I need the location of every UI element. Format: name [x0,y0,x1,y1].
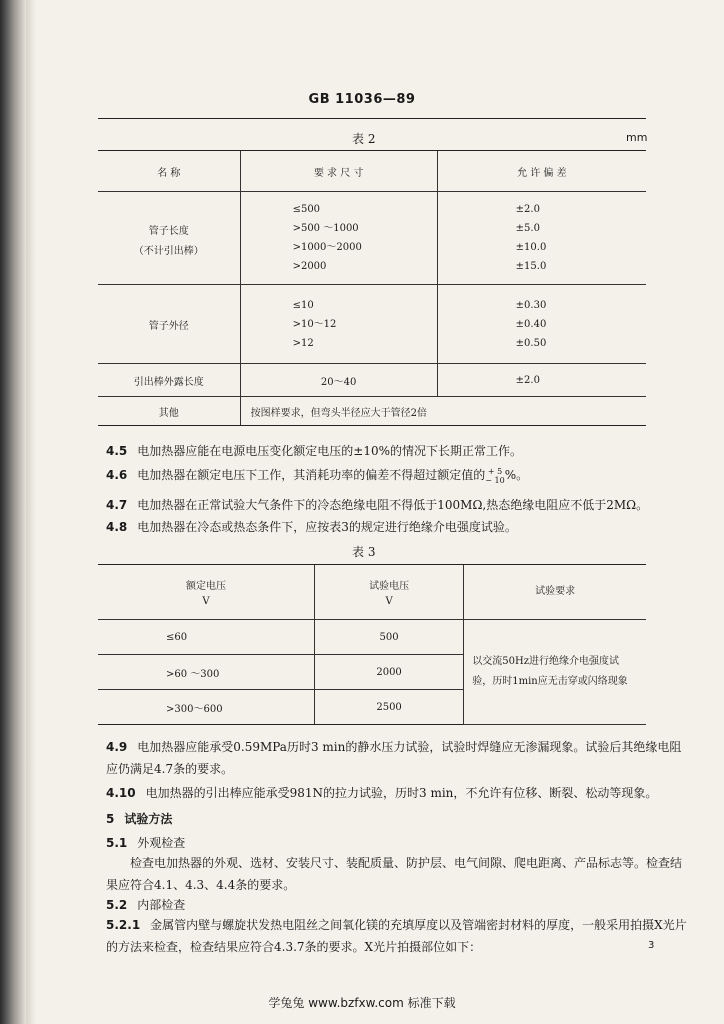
req-value: ≤500 [292,204,321,215]
section-5-2-1 [106,914,688,958]
clause-number: 4.7 [106,498,128,512]
table-row [98,192,646,285]
test-requirement: 以交流50Hz进行绝缘介电强度试验，历时1min应无击穿或闪络现象 [464,620,646,725]
header-test-requirement: 试验要求 [464,565,646,620]
clause-number: 4.5 [106,444,128,458]
req-value: >10～12 [292,318,337,330]
req-value: >1000～2000 [292,242,362,253]
test-voltage: 500 [314,620,463,655]
section-title: 试验方法 [124,812,173,826]
req-value: >2000 [292,261,327,272]
clause-text: 电加热器的引出棒应能承受981N的拉力试验，历时3 min，不允许有位移、断裂、松动等现象。 [145,786,658,800]
tol-value: ±0.40 [515,318,547,330]
clause-4-9 [106,736,688,780]
tol-value: ±15.0 [515,261,547,272]
clause-text-end: %。 [504,468,529,482]
row-name [98,192,240,285]
table-header-row [98,565,646,620]
tol-value: ±10.0 [515,242,547,253]
row-name: 其他 [98,397,240,426]
tol-value: ±2.0 [515,204,540,215]
clause-4-6 [106,464,686,486]
standard-header: GB 11036—89 [308,92,416,107]
table-row [98,620,646,655]
clause-4-10 [106,782,688,804]
clause-text: 电加热器在冷态或热态条件下，应按表3的规定进行绝缘介电强度试验。 [137,520,517,534]
section-5-1-text: 检查电加热器的外观、选材、安装尺寸、装配质量、防护层、电气间隙、爬电距离、产品标志等。检查结果应符合4.1、4.3、4.4条的要求。 [106,856,683,892]
req-value: >500 ～1000 [292,223,359,234]
page-number: 3 [648,940,655,951]
test-voltage: 2000 [314,655,463,690]
test-voltage: 2500 [314,690,463,725]
scan-edge [0,0,26,1024]
table-row [98,285,646,364]
table2-caption: 表 2 [352,132,376,146]
header-unit: V [202,596,210,607]
req-value: >12 [292,337,314,349]
row-name: 引出棒外露长度 [98,364,240,397]
clause-number: 4.8 [106,520,128,534]
table2-unit: mm [626,131,648,144]
clause-title: 外观检查 [137,836,186,850]
watermark-footer: 学兔兔 www.bzfxw.com 标准下载 [268,996,456,1010]
tolerance-upper: + 5 [487,466,503,476]
section-5-heading [106,810,172,827]
req-value: 20～40 [240,364,437,397]
tol-value: ±0.30 [515,299,547,311]
scan-edge-fade [26,0,36,1024]
tol-value: ±2.0 [437,364,646,397]
tolerance-fraction [485,467,504,485]
tolerance-lower: − 10 [485,475,505,485]
tol-value: ±5.0 [515,223,540,234]
header-test-voltage [314,565,463,620]
header-tolerance: 允 许 偏 差 [437,151,646,192]
row-name-line1: 管子长度 [148,226,189,237]
clause-number: 5.2.1 [106,918,141,932]
clause-text: 金属管内壁与螺旋状发热电阻丝之间氧化镁的充填厚度以及管端密封材料的厚度，一般采用拍摄X光片的方法来检查，检查结果应符合4.3.7条的要求。X光片拍摄部位如下： [106,918,687,954]
header-name: 名 称 [98,151,240,192]
header-rule [98,118,646,119]
row-requirements [240,285,437,364]
merged-requirement: 按图样要求，但弯头半径应大于管径2倍 [240,397,646,426]
section-number: 5 [106,812,115,826]
table-row [98,364,646,397]
row-tolerances [437,285,646,364]
row-tolerances [437,192,646,285]
clause-number: 5.1 [106,836,128,850]
clause-4-5 [106,440,686,462]
rated-voltage: ≤60 [98,620,314,655]
clause-4-7 [106,494,686,516]
section-5-1-heading [106,832,686,854]
clause-number: 4.9 [106,740,128,754]
clause-4-8 [106,516,686,538]
header-requirement: 要 求 尺 寸 [240,151,437,192]
rated-voltage: >300～600 [98,690,314,725]
header-unit: V [385,596,393,607]
section-5-2-heading [106,894,686,916]
clause-number: 4.6 [106,468,128,482]
header-line: 试验电压 [369,581,410,592]
req-value: ≤10 [292,299,314,311]
table-header-row [98,151,646,192]
clause-number: 5.2 [106,898,128,912]
clause-number: 4.10 [106,786,136,800]
clause-text: 电加热器应能在电源电压变化额定电压的±10%的情况下长期正常工作。 [137,444,522,458]
table3-caption: 表 3 [352,545,376,559]
row-name: 管子外径 [98,285,240,364]
clause-title: 内部检查 [137,898,186,912]
row-name-line2: （不计引出棒） [133,246,204,257]
tol-value: ±0.50 [515,337,547,349]
clause-text: 电加热器应能承受0.59MPa历时3 min的静水压力试验，试验时焊缝应无渗漏现象。试验后其绝缘电阻应仍满足4.7条的要求。 [106,740,682,776]
clause-text: 电加热器在正常试验大气条件下的冷态绝缘电阻不得低于100MΩ,热态绝缘电阻应不低于2MΩ。 [137,498,649,512]
rated-voltage: >60 ～300 [98,655,314,690]
table-row [98,397,646,426]
header-line: 额定电压 [185,581,226,592]
clause-text: 电加热器在额定电压下工作，其消耗功率的偏差不得超过额定值的 [137,468,486,482]
table-3 [98,564,646,725]
row-requirements [240,192,437,285]
table-2 [98,150,646,426]
header-rated-voltage [98,565,314,620]
